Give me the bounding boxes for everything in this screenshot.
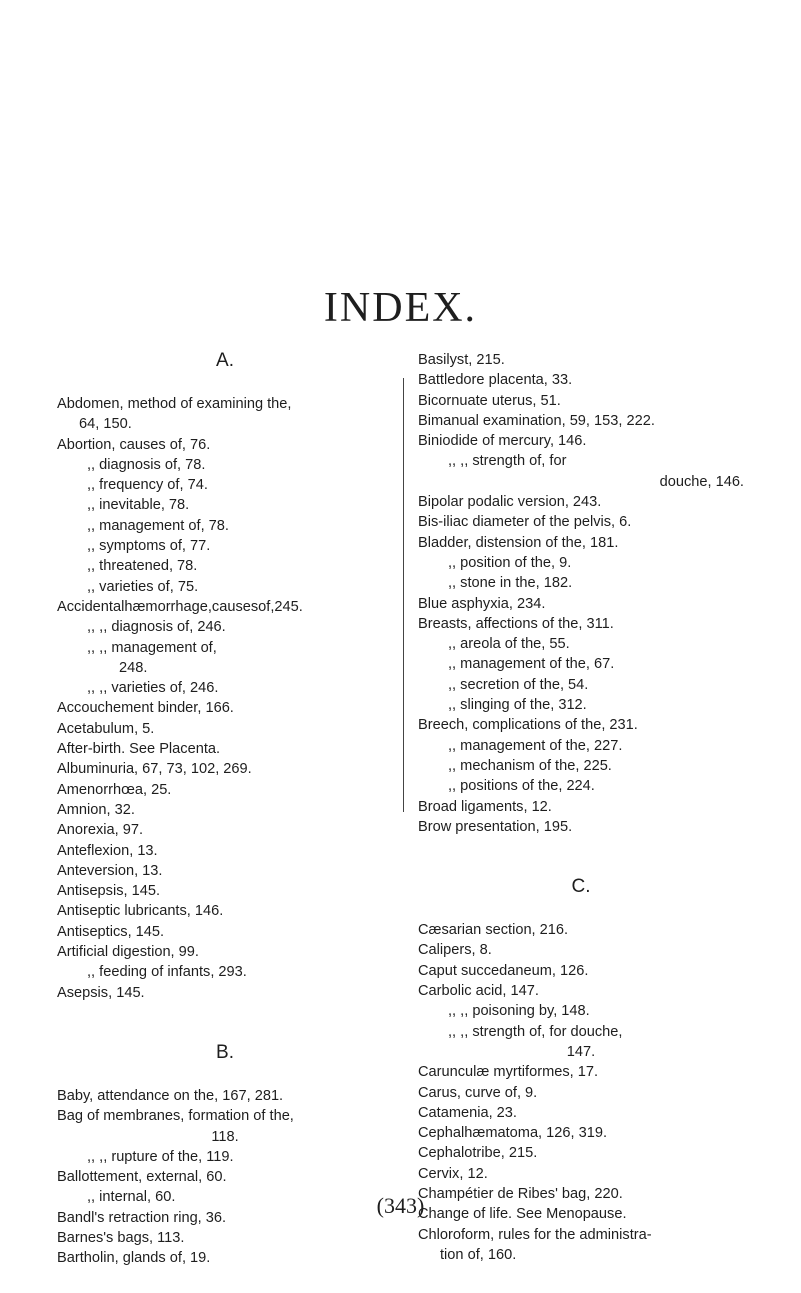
index-entry: Champétier de Ribes' bag, 220. <box>418 1185 623 1202</box>
index-entry: Calipers, 8. <box>418 942 492 959</box>
index-entry: Catamenia, 23. <box>418 1104 517 1121</box>
index-entry: ,, positions of the, 224. <box>448 778 595 795</box>
index-entry: Albuminuria, 67, 73, 102, 269. <box>57 761 252 778</box>
index-entry: Abdomen, method of examining the, <box>57 396 292 412</box>
index-entry: ,, areola of the, 55. <box>448 636 570 653</box>
index-entry: ,, management of the, 227. <box>448 737 623 754</box>
index-entry: Anteversion, 13. <box>57 862 163 879</box>
index-entry: ,, ,, rupture of the, 119. <box>87 1148 234 1165</box>
index-entry: Blue asphyxia, 234. <box>418 595 546 612</box>
index-entry: Accidentalhæmorrhage,causesof,245. <box>57 598 303 615</box>
index-entry: Ballottement, external, 60. <box>57 1169 227 1186</box>
index-entry: ,, ,, strength of, for douche, <box>448 1023 623 1040</box>
index-entry: Bipolar podalic version, 243. <box>418 494 602 511</box>
index-entry: Brow presentation, 195. <box>418 818 573 835</box>
index-entry: ,, ,, diagnosis of, 246. <box>87 619 226 636</box>
index-entry: ,, ,, management of, <box>87 639 217 656</box>
index-entry: Antiseptic lubricants, 146. <box>57 903 224 920</box>
page-title: INDEX. <box>323 285 478 331</box>
index-entry: Cervix, 12. <box>418 1165 488 1182</box>
index-entry: Anteflexion, 13. <box>57 842 158 859</box>
index-entry: Bis-iliac diameter of the pelvis, 6. <box>418 514 632 531</box>
index-entry: douche, 146. <box>659 473 744 490</box>
index-entry: Cephalotribe, 215. <box>418 1145 538 1162</box>
index-entry: Broad ligaments, 12. <box>418 798 552 815</box>
index-entry: Change of life. See Menopause. <box>418 1206 627 1223</box>
page-number: (343) <box>376 1193 425 1218</box>
index-entry: ,, slinging of the, 312. <box>448 697 587 714</box>
index-entry: Bartholin, glands of, 19. <box>57 1250 211 1267</box>
index-entry: Carbolic acid, 147. <box>418 983 539 1000</box>
index-entry: ,, secretion of the, 54. <box>448 676 589 693</box>
index-entry: ,, internal, 60. <box>87 1189 176 1206</box>
index-entry: ,, symptoms of, 77. <box>87 538 211 555</box>
index-entry: ,, feeding of infants, 293. <box>87 964 247 981</box>
index-entry: Baby, attendance on the, 167, 281. <box>57 1087 284 1104</box>
index-column-left <box>57 350 393 1269</box>
index-entry: After-birth. See Placenta. <box>57 741 221 758</box>
section-heading: A. <box>216 350 234 371</box>
index-entry: ,, ,, poisoning by, 148. <box>448 1003 590 1020</box>
index-entry: Barnes's bags, 113. <box>57 1229 185 1246</box>
index-entry: ,, stone in the, 182. <box>448 575 573 592</box>
index-entry: Caput succedaneum, 126. <box>418 962 589 979</box>
index-entry: 147. <box>566 1043 596 1060</box>
index-entry: Cephalhæmatoma, 126, 319. <box>418 1125 608 1142</box>
index-entry: Asepsis, 145. <box>57 984 145 1001</box>
index-entry: ,, diagnosis of, 78. <box>87 456 206 473</box>
index-column-right <box>418 350 744 1265</box>
index-entry: ,, management of the, 67. <box>448 656 615 673</box>
column-divider <box>403 378 404 812</box>
index-entry: ,, mechanism of the, 225. <box>448 757 612 774</box>
index-entry: ,, frequency of, 74. <box>87 477 208 494</box>
index-entry: ,, varieties of, 75. <box>87 578 199 595</box>
section-heading: C. <box>571 876 591 898</box>
index-entry: Amenorrhœa, 25. <box>57 781 172 798</box>
index-entry: Bicornuate uterus, 51. <box>418 392 561 409</box>
index-entry: Antiseptics, 145. <box>57 923 165 940</box>
index-entry: Bag of membranes, formation of the, <box>57 1108 294 1125</box>
index-entry: Bladder, distension of the, 181. <box>418 534 619 551</box>
index-entry: 248. <box>119 659 148 676</box>
index-entry: Abortion, causes of, 76. <box>57 436 211 453</box>
index-entry: Basilyst, 215. <box>418 352 505 368</box>
index-entry: Antisepsis, 145. <box>57 883 161 900</box>
index-entry: ,, inevitable, 78. <box>87 497 190 514</box>
index-entry: 118. <box>211 1128 239 1145</box>
index-entry: Chloroform, rules for the administra- <box>418 1226 652 1243</box>
index-entry: ,, threatened, 78. <box>87 558 198 575</box>
index-entry: Breasts, affections of the, 311. <box>418 615 614 632</box>
index-entry: Battledore placenta, 33. <box>418 372 573 389</box>
index-entry: Breech, complications of the, 231. <box>418 717 638 734</box>
index-entry: Bimanual examination, 59, 153, 222. <box>418 412 655 429</box>
index-entry: Cæsarian section, 216. <box>418 922 569 939</box>
index-entry: Acetabulum, 5. <box>57 720 155 737</box>
index-entry: Biniodide of mercury, 146. <box>418 433 587 450</box>
index-entry: ,, position of the, 9. <box>448 554 572 571</box>
index-entry: Amnion, 32. <box>57 801 135 818</box>
index-entry: Carus, curve of, 9. <box>418 1084 538 1101</box>
index-entry: Accouchement binder, 166. <box>57 700 234 717</box>
index-entry: ,, ,, strength of, for <box>448 453 567 470</box>
index-entry: Carunculæ myrtiformes, 17. <box>418 1064 599 1081</box>
section-heading: B. <box>216 1041 234 1063</box>
index-entry: Artificial digestion, 99. <box>57 944 199 961</box>
index-entry: Bandl's retraction ring, 36. <box>57 1209 227 1226</box>
index-entry: ,, ,, varieties of, 246. <box>87 680 219 697</box>
index-entry: ,, management of, 78. <box>87 517 229 534</box>
index-entry: 64, 150. <box>79 416 132 433</box>
index-entry: Anorexia, 97. <box>57 822 143 839</box>
index-entry: tion of, 160. <box>440 1246 517 1263</box>
